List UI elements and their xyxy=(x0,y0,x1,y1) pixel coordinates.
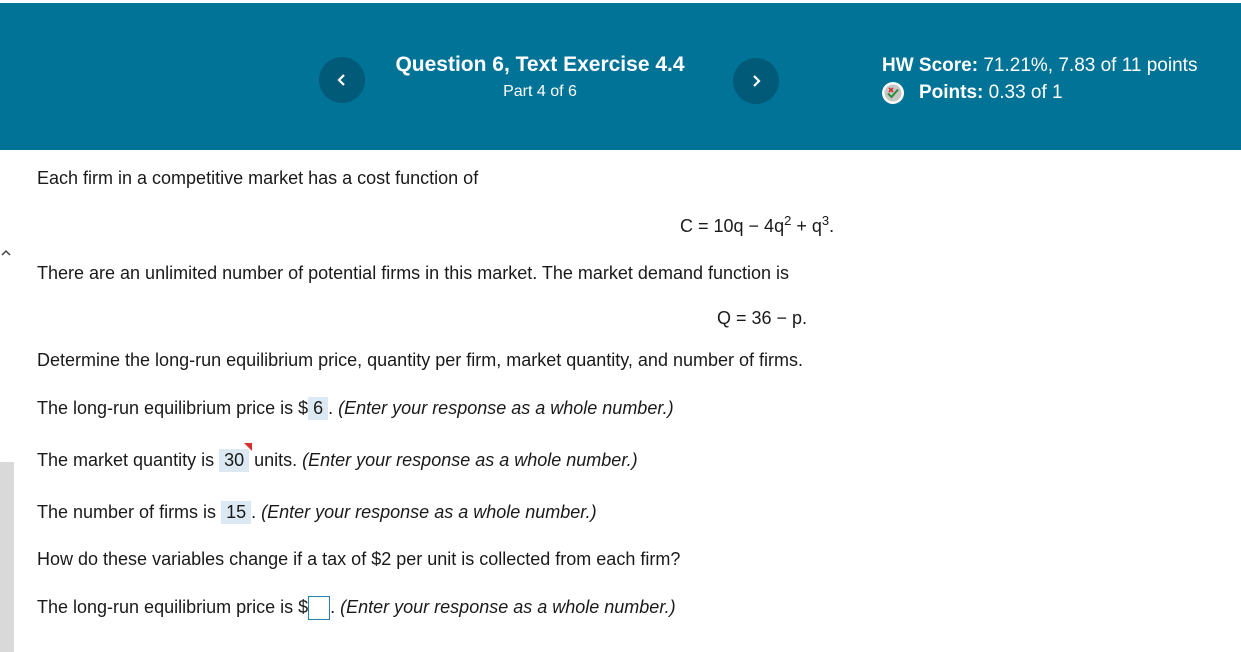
next-question-button[interactable] xyxy=(733,58,779,104)
hw-score xyxy=(882,55,1197,77)
partial-credit-icon xyxy=(882,82,904,104)
number-of-firms-answer[interactable]: 15 xyxy=(221,501,251,524)
price-answer-line: The long-run equilibrium price is $ 6 . (Enter your response as a whole number.) xyxy=(37,398,674,418)
hw-score-label: HW Score: xyxy=(882,55,979,76)
collapse-chevron-icon[interactable] xyxy=(0,247,12,259)
question-title: Question 6, Text Exercise 4.4 xyxy=(395,53,685,76)
market-quantity-answer[interactable]: 30 xyxy=(219,449,249,472)
market-quantity-line: The market quantity is 30 units. (Enter your response as a whole number.) xyxy=(37,450,638,470)
tax-question: How do these variables change if a tax of $2 per unit is collected from each firm? xyxy=(37,549,681,569)
determine-text: Determine the long-run equilibrium price, quantity per firm, market quantity, and number of firms. xyxy=(37,350,803,370)
demand-function-equation: Q = 36 − p. xyxy=(717,308,808,328)
points-value: 0.33 of 1 xyxy=(988,82,1063,103)
number-of-firms-line: The number of firms is 15 . (Enter your response as a whole number.) xyxy=(37,502,597,522)
hw-score-value: 71.21%, 7.83 of 11 points xyxy=(983,55,1198,76)
cost-function-equation: $C = 10q - 4q^2 + q^3$. xyxy=(680,213,835,236)
price-answer[interactable]: 6 xyxy=(308,397,328,420)
question-part: Part 4 of 6 xyxy=(503,83,577,100)
left-scroll-bar[interactable] xyxy=(0,462,14,652)
firms-text: There are an unlimited number of potential firms in this market. The market demand function is xyxy=(37,263,790,283)
points xyxy=(882,82,1063,104)
chevron-left-icon xyxy=(335,73,349,87)
question-header xyxy=(0,3,1241,150)
tax-price-input[interactable] xyxy=(308,596,330,620)
question-intro: Each firm in a competitive market has a cost function of xyxy=(37,168,479,188)
chevron-right-icon xyxy=(749,74,763,88)
previous-question-button[interactable] xyxy=(319,57,365,103)
tax-price-line: The long-run equilibrium price is $ . (Enter your response as a whole number.) xyxy=(37,596,676,620)
points-label: Points: xyxy=(919,82,984,103)
